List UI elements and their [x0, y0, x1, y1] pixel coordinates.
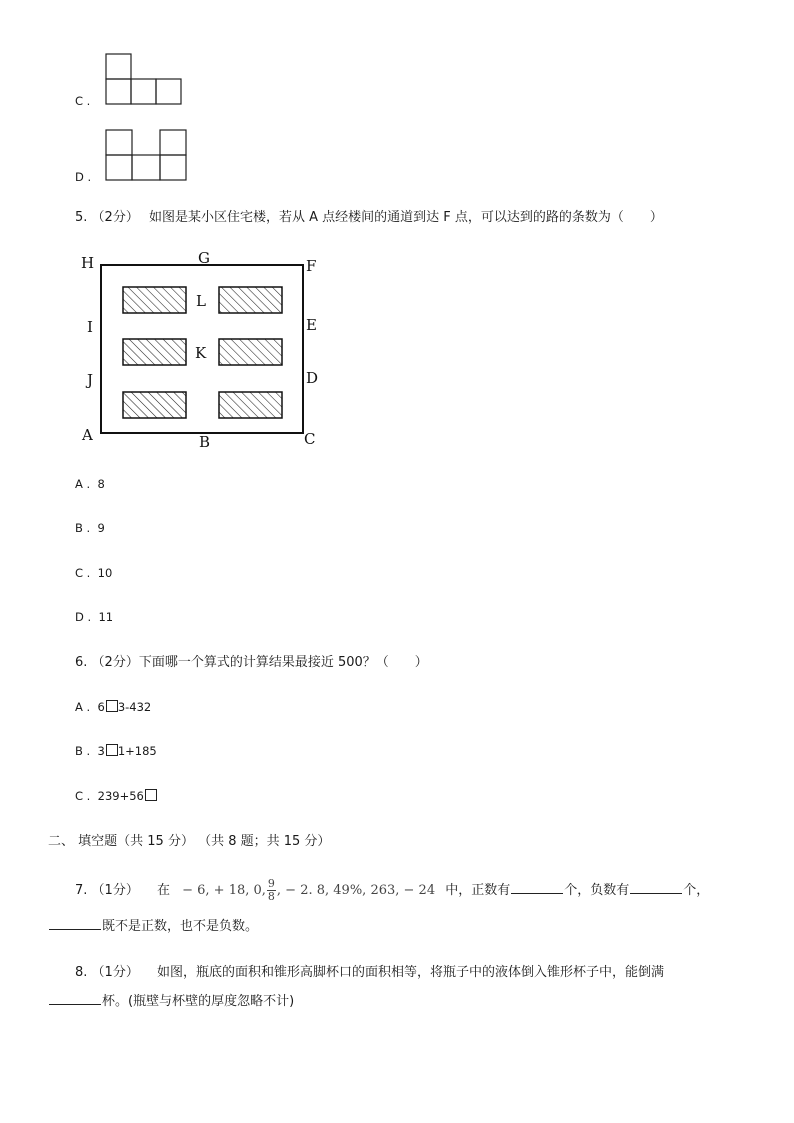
point-label-i: I — [87, 318, 93, 336]
expression-post: 3-432 — [117, 700, 152, 714]
option-value: 8 — [97, 477, 105, 491]
option-b[interactable] — [75, 744, 157, 758]
square — [106, 130, 132, 155]
point-label-e: E — [306, 316, 317, 334]
square — [132, 155, 160, 180]
answer-blank-positive[interactable] — [511, 881, 563, 894]
question-6 — [75, 651, 428, 670]
option-value: 10 — [97, 566, 113, 580]
fraction — [267, 878, 276, 903]
option-a[interactable] — [75, 477, 105, 491]
fraction-numerator: 9 — [267, 877, 275, 890]
fraction-denominator: 8 — [267, 890, 275, 903]
point-label-g: G — [198, 249, 210, 267]
question-number: 8. — [75, 965, 88, 980]
answer-blank-neither[interactable] — [49, 917, 101, 930]
square — [106, 79, 131, 104]
number-list — [182, 877, 436, 903]
square — [106, 155, 132, 180]
question-number: 7. — [75, 883, 88, 898]
question-text: 既不是正数，也不是负数。 — [102, 919, 259, 934]
question-number: 5. — [75, 210, 88, 225]
building — [123, 339, 186, 365]
option-label: B . — [75, 744, 91, 758]
option-label-c: C . — [75, 94, 91, 108]
point-label-j: J — [87, 371, 94, 389]
answer-blank-cups[interactable] — [49, 992, 101, 1005]
point-label-h: H — [81, 254, 95, 272]
residential-map-figure — [78, 246, 328, 452]
question-score: （2分） — [91, 210, 139, 225]
point-label-b: B — [199, 433, 211, 451]
expression-post: 1+185 — [117, 744, 157, 758]
square — [131, 79, 156, 104]
question-text-pre: 在 — [156, 883, 170, 898]
option-label-d: D . — [75, 170, 92, 184]
building — [219, 339, 282, 365]
question-text: 个， — [683, 883, 710, 898]
question-score: （1分） — [91, 965, 139, 980]
question-text: 中，正数有 — [445, 883, 511, 898]
question-text: 杯。(瓶壁与杯壁的厚度忽略不计) — [102, 994, 295, 1009]
question-number: 6. — [75, 655, 88, 670]
option-a[interactable] — [75, 700, 151, 714]
expression-pre: 6 — [97, 700, 105, 714]
building — [219, 287, 282, 313]
point-label-c: C — [304, 430, 316, 448]
square — [156, 79, 181, 104]
expression-pre: 239+56 — [97, 789, 144, 803]
question-8-line-2 — [48, 990, 294, 1009]
question-text: 个，负数有 — [564, 883, 630, 898]
option-label: B . — [75, 521, 91, 535]
missing-digit-box — [106, 744, 118, 756]
building — [123, 287, 186, 313]
option-label: A . — [75, 700, 91, 714]
point-label-l: L — [196, 292, 206, 310]
option-c[interactable] — [75, 789, 157, 803]
square — [160, 130, 186, 155]
point-label-f: F — [306, 257, 317, 275]
option-value: 9 — [97, 521, 105, 535]
question-7 — [75, 878, 709, 912]
figure-option-d — [104, 128, 190, 182]
option-label: A . — [75, 477, 91, 491]
point-label-a: A — [82, 426, 93, 444]
question-7-line-2 — [48, 915, 258, 934]
square — [106, 54, 131, 79]
question-5 — [75, 206, 663, 225]
option-value: 11 — [98, 610, 114, 624]
option-label: D . — [75, 610, 92, 624]
figure-option-c — [104, 52, 186, 106]
option-b[interactable] — [75, 521, 105, 535]
point-label-k: K — [195, 344, 207, 362]
answer-blank-negative[interactable] — [630, 881, 682, 894]
missing-digit-box — [145, 789, 157, 801]
option-d[interactable] — [75, 610, 113, 624]
question-text: 如图，瓶底的面积和锥形高脚杯口的面积相等，将瓶子中的液体倒入锥形杯子中，能倒满 — [156, 965, 664, 980]
building — [219, 392, 282, 418]
square — [160, 155, 186, 180]
question-score: （1分） — [91, 883, 139, 898]
option-label: C . — [75, 789, 91, 803]
section-2-heading: 二、 填空题（共 15 分） （共 8 题；共 15 分） — [48, 834, 331, 849]
number-list-part: , − 2. 8, 49%, 263, − 24 — [276, 883, 436, 898]
number-list-part: − 6, + 18, 0, — [182, 883, 266, 898]
question-score: （2分） — [91, 655, 139, 670]
question-8 — [75, 961, 664, 980]
question-text: 如图是某小区住宅楼，若从 A 点经楼间的通道到达 F 点，可以达到的路的条数为（ ） — [148, 210, 663, 225]
option-label: C . — [75, 566, 91, 580]
point-label-d: D — [306, 369, 319, 387]
question-text: 下面哪一个算式的计算结果最接近 500？（ ） — [138, 655, 428, 670]
option-c[interactable] — [75, 566, 112, 580]
missing-digit-box — [106, 700, 118, 712]
expression-pre: 3 — [97, 744, 105, 758]
building — [123, 392, 186, 418]
